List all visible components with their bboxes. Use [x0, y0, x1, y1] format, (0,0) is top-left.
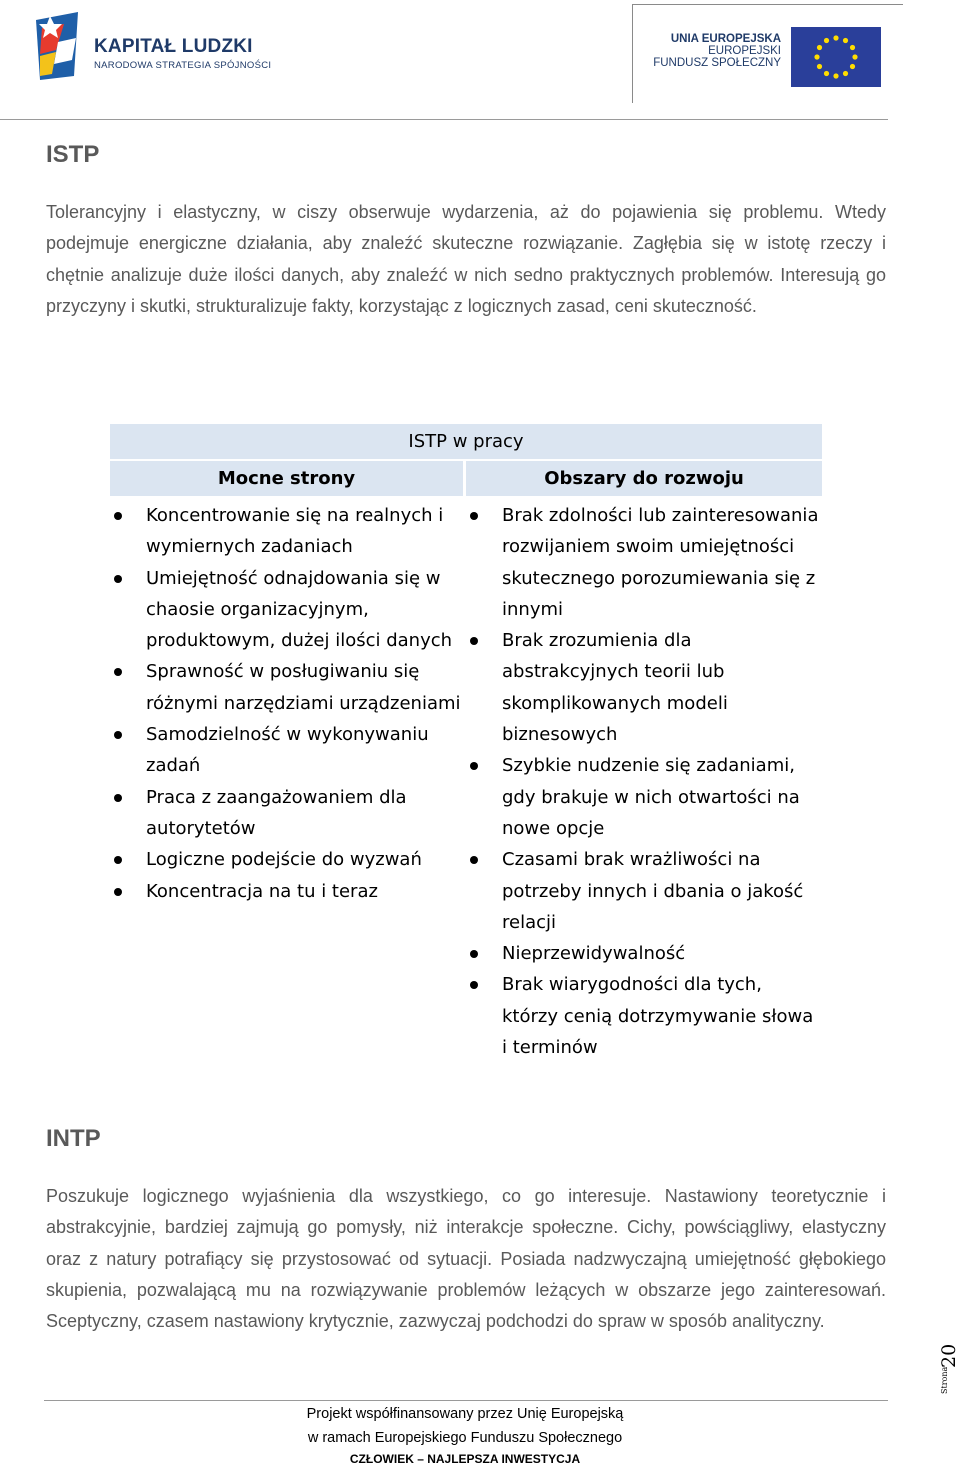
eu-star-icon	[833, 73, 838, 78]
list-item	[466, 969, 822, 1063]
list-item-text: Sprawność w posługiwaniu się różnymi narzędziami urządzeniami	[146, 661, 461, 714]
bullet-icon	[470, 981, 478, 989]
eu-logo-line2: EUROPEJSKI	[708, 45, 781, 57]
footer-divider	[44, 1400, 888, 1401]
page-label: Strona	[940, 1366, 949, 1394]
footer-line1: Projekt współfinansowany przez Unię Europejską	[306, 1406, 624, 1422]
header-divider	[0, 119, 888, 120]
bullet-icon	[114, 668, 122, 676]
list-item	[466, 938, 822, 969]
list-item	[110, 500, 462, 563]
list-item-text: Brak zdolności lub zainteresowania rozwijaniem swoim umiejętności skutecznego porozumiewania się z innymi	[502, 505, 819, 620]
eu-star-icon	[850, 45, 855, 50]
list-item	[466, 844, 822, 938]
bullet-icon	[470, 762, 478, 770]
section-paragraph-istp: Tolerancyjny i elastyczny, w ciszy obserwuje wydarzenia, aż do pojawienia się problemu. Wtedy podejmuje energiczne działania, aby znaleźć skuteczne rozwiązanie. Zagłębia się w istotę rzeczy i chętnie analizuje duże ilości danych, aby znaleźć w nich sedno praktycznych problemów. Interesują go przyczyny i skutki, strukturalizuje fakty, korzystając z logicznych zasad, ceni skuteczność.	[46, 202, 886, 316]
strengths-list	[110, 500, 462, 907]
list-item	[110, 719, 462, 782]
kapital-ludzki-logo	[32, 8, 272, 83]
eu-star-icon	[817, 45, 822, 50]
list-item-text: Brak zrozumienia dla abstrakcyjnych teorii lub skomplikowanych modeli biznesowych	[502, 630, 728, 746]
eu-logo-text	[653, 33, 781, 69]
bullet-icon	[470, 856, 478, 864]
list-item-text: Praca z zaangażowaniem dla autorytetów	[146, 786, 407, 839]
eu-efs-logo	[632, 4, 903, 103]
list-item-text: Umiejętność odnajdowania się w chaosie organizacyjnym, produktowym, dużej ilości danych	[146, 567, 453, 652]
table-title: ISTP w pracy	[110, 424, 822, 459]
footer-slogan: CZŁOWIEK – NAJLEPSZA INWESTYCJA	[349, 1452, 581, 1466]
eu-flag-icon	[791, 27, 881, 87]
footer-line2: w ramach Europejskiego Funduszu Społecznego	[307, 1430, 623, 1446]
bullet-icon	[114, 794, 122, 802]
section-heading-istp: ISTP	[46, 141, 100, 168]
list-item	[466, 750, 822, 844]
page-number-value: 20	[938, 1343, 960, 1368]
strengths-header: Mocne strony	[110, 461, 463, 496]
bullet-icon	[114, 575, 122, 583]
section-heading-intp: INTP	[46, 1125, 101, 1152]
list-item	[466, 625, 822, 750]
eu-star-icon	[833, 35, 838, 40]
bullet-icon	[114, 512, 122, 520]
list-item	[466, 500, 822, 625]
list-item-text: Samodzielność w wykonywaniu zadań	[146, 724, 429, 777]
development-list	[466, 500, 822, 1063]
eu-star-icon	[850, 64, 855, 69]
kapital-ludzki-flag-icon	[34, 10, 84, 80]
kapital-ludzki-title: KAPITAŁ LUDZKI	[94, 36, 253, 57]
eu-star-icon	[817, 64, 822, 69]
eu-logo-line1: UNIA EUROPEJSKA	[670, 33, 781, 45]
bullet-icon	[114, 888, 122, 896]
eu-star-icon	[843, 71, 848, 76]
eu-star-icon	[824, 71, 829, 76]
kapital-ludzki-subtitle: NARODOWA STRATEGIA SPÓJNOŚCI	[94, 60, 272, 71]
eu-star-icon	[852, 54, 857, 59]
list-item	[110, 844, 462, 875]
bullet-icon	[114, 856, 122, 864]
bullet-icon	[470, 512, 478, 520]
eu-star-icon	[843, 38, 848, 43]
list-item-text: Nieprzewidywalność	[502, 943, 686, 965]
eu-stars-icon	[791, 27, 881, 87]
eu-star-icon	[824, 38, 829, 43]
list-item-text: Brak wiarygodności dla tych, którzy cenią dotrzymywanie słowa i terminów	[502, 974, 814, 1059]
list-item	[110, 563, 462, 657]
list-item	[110, 876, 462, 907]
list-item-text: Koncentracja na tu i teraz	[146, 880, 378, 902]
eu-logo-line3: FUNDUSZ SPOŁECZNY	[653, 57, 781, 69]
list-item-text: Koncentrowanie się na realnych i wymiernych zadaniach	[146, 505, 444, 558]
list-item	[110, 656, 462, 719]
list-item-text: Szybkie nudzenie się zadaniami, gdy brakuje w nich otwartości na nowe opcje	[502, 755, 800, 839]
list-item	[110, 782, 462, 845]
page-number	[936, 1338, 958, 1400]
bullet-icon	[470, 950, 478, 958]
bullet-icon	[470, 637, 478, 645]
development-header: Obszary do rozwoju	[466, 461, 822, 496]
bullet-icon	[114, 731, 122, 739]
eu-star-icon	[814, 54, 819, 59]
list-item-text: Logiczne podejście do wyzwań	[146, 849, 422, 871]
section-paragraph-intp: Poszukuje logicznego wyjaśnienia dla wszystkiego, co go interesuje. Nastawiony teoretycznie i abstrakcyjnie, bardziej zajmują go pomysły, niż interakcje społeczne. Cichy, powściągliwy, elastyczny oraz z natury potrafiący się przystosować od sytuacji. Posiada nadzwyczajną umiejętność głębokiego skupienia, pozwalającą mu na rozwiązywanie problemów leżących w obszarze jego zainteresowań. Sceptyczny, czasem nastawiony krytycznie, zazwyczaj podchodzi do spraw w sposób analityczny.	[46, 1186, 886, 1332]
list-item-text: Czasami brak wrażliwości na potrzeby innych i dbania o jakość relacji	[502, 849, 804, 933]
